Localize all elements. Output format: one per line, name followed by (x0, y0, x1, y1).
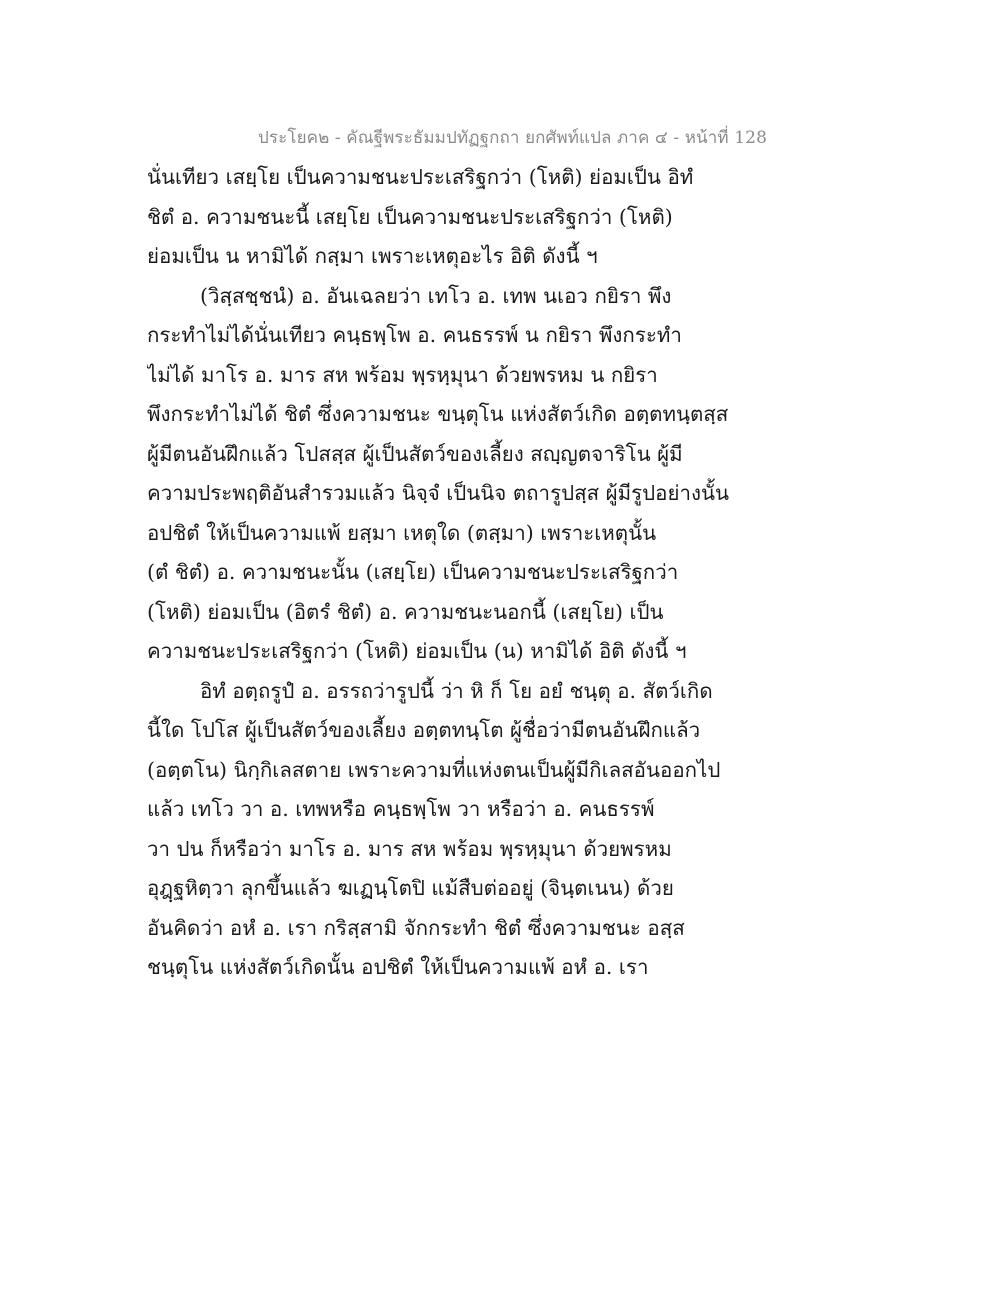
text-line-9: ความประพฤติอันสำรวมแล้ว นิจฺจํ เป็นนิจ ตถารูปสฺส ผู้มีรูปอย่างนั้น (147, 481, 730, 505)
text-line-15: นี้ใด โปโส ผู้เป็นสัตว์ของเลี้ยง อตฺตทนฺโต ผู้ชื่อว่ามีตนอันฝึกแล้ว (147, 718, 701, 742)
text-line-8: ผู้มีตนอันฝึกแล้ว โปสสฺส ผู้เป็นสัตว์ของเลี้ยง สญฺญตจาริโน ผู้มี (147, 441, 683, 466)
text-line-10: อปชิตํ ให้เป็นความแพ้ ยสฺมา เหตุใด (ตสฺมา) เพราะเหตุนั้น (147, 520, 657, 545)
text-line-6: ไม่ได้ มาโร อ. มาร สห พร้อม พฺรหฺมุนา ด้วยพรหม น กยิรา (147, 362, 658, 387)
text-line-18: วา ปน ก็หรือว่า มาโร อ. มาร สห พร้อม พฺรหฺมุนา ด้วยพรหม (147, 836, 672, 861)
text-line-11: (ตํ ชิตํ) อ. ความชนะนั้น (เสยฺโย) เป็นความชนะประเสริฐกว่า (147, 560, 679, 584)
text-line-3: ย่อมเป็น น หามิได้ กสฺมา เพราะเหตุอะไร อิติ ดังนี้ ฯ (147, 244, 598, 268)
text-line-4: (วิสฺสชฺชนํ) อ. อันเฉลยว่า เทโว อ. เทพ นเอว กยิรา พึง (200, 283, 672, 308)
text-line-21: ชนฺตุโน แห่งสัตว์เกิดนั้น อปชิตํ ให้เป็นความแพ้ อหํ อ. เรา (147, 955, 649, 979)
text-line-2: ชิตํ อ. ความชนะนี้ เสยฺโย เป็นความชนะประเสริฐกว่า (โหติ) (147, 204, 673, 229)
text-line-1: นั่นเทียว เสยฺโย เป็นความชนะประเสริฐกว่า (โหติ) ย่อมเป็น อิทํ (147, 165, 694, 189)
text-line-7: พึงกระทำไม่ได้ ชิตํ ซึ่งความชนะ ขนฺตุโน แห่งสัตว์เกิด อตฺตทนฺตสฺส (147, 402, 729, 426)
text-line-13: ความชนะประเสริฐกว่า (โหติ) ย่อมเป็น (น) หามิได้ อิติ ดังนี้ ฯ (147, 639, 687, 663)
text-line-20: อันคิดว่า อหํ อ. เรา กริสฺสามิ จักกระทำ ชิตํ ซึ่งความชนะ อสฺส (147, 915, 685, 940)
text-line-5: กระทำไม่ได้นั่นเทียว คนฺธพฺโพ อ. คนธรรพ์ น กยิรา พึงกระทำ (147, 323, 682, 347)
text-line-19: อุฎฺฐหิตฺวา ลุกขึ้นแล้ว ฆเฏนฺโตปิ แม้สืบต่ออยู่ (จินฺตเนน) ด้วย (147, 876, 674, 900)
text-line-17: แล้ว เทโว วา อ. เทพหรือ คนฺธพฺโพ วา หรือว่า อ. คนธรรพ์ (147, 797, 655, 821)
text-line-12: (โหติ) ย่อมเป็น (อิตรํ ชิตํ) อ. ความชนะนอกนี้ (เสยฺโย) เป็น (147, 599, 664, 624)
page-header: ประโยค๒ - คัณฐีพระธัมมปทัฏฐกถา ยกศัพท์แปล ภาค ๔ - หน้าที่ 128 (258, 128, 767, 148)
text-line-16: (อตฺตโน) นิกฺกิเลสตาย เพราะความที่แห่งตนเป็นผู้มีกิเลสอันออกไป (147, 757, 721, 782)
body-text (147, 158, 737, 988)
text-line-14: อิทํ อตฺถรูปํ อ. อรรถว่ารูปนี้ ว่า หิ ก็ โย อยํ ชนฺตุ อ. สัตว์เกิด (200, 678, 713, 703)
